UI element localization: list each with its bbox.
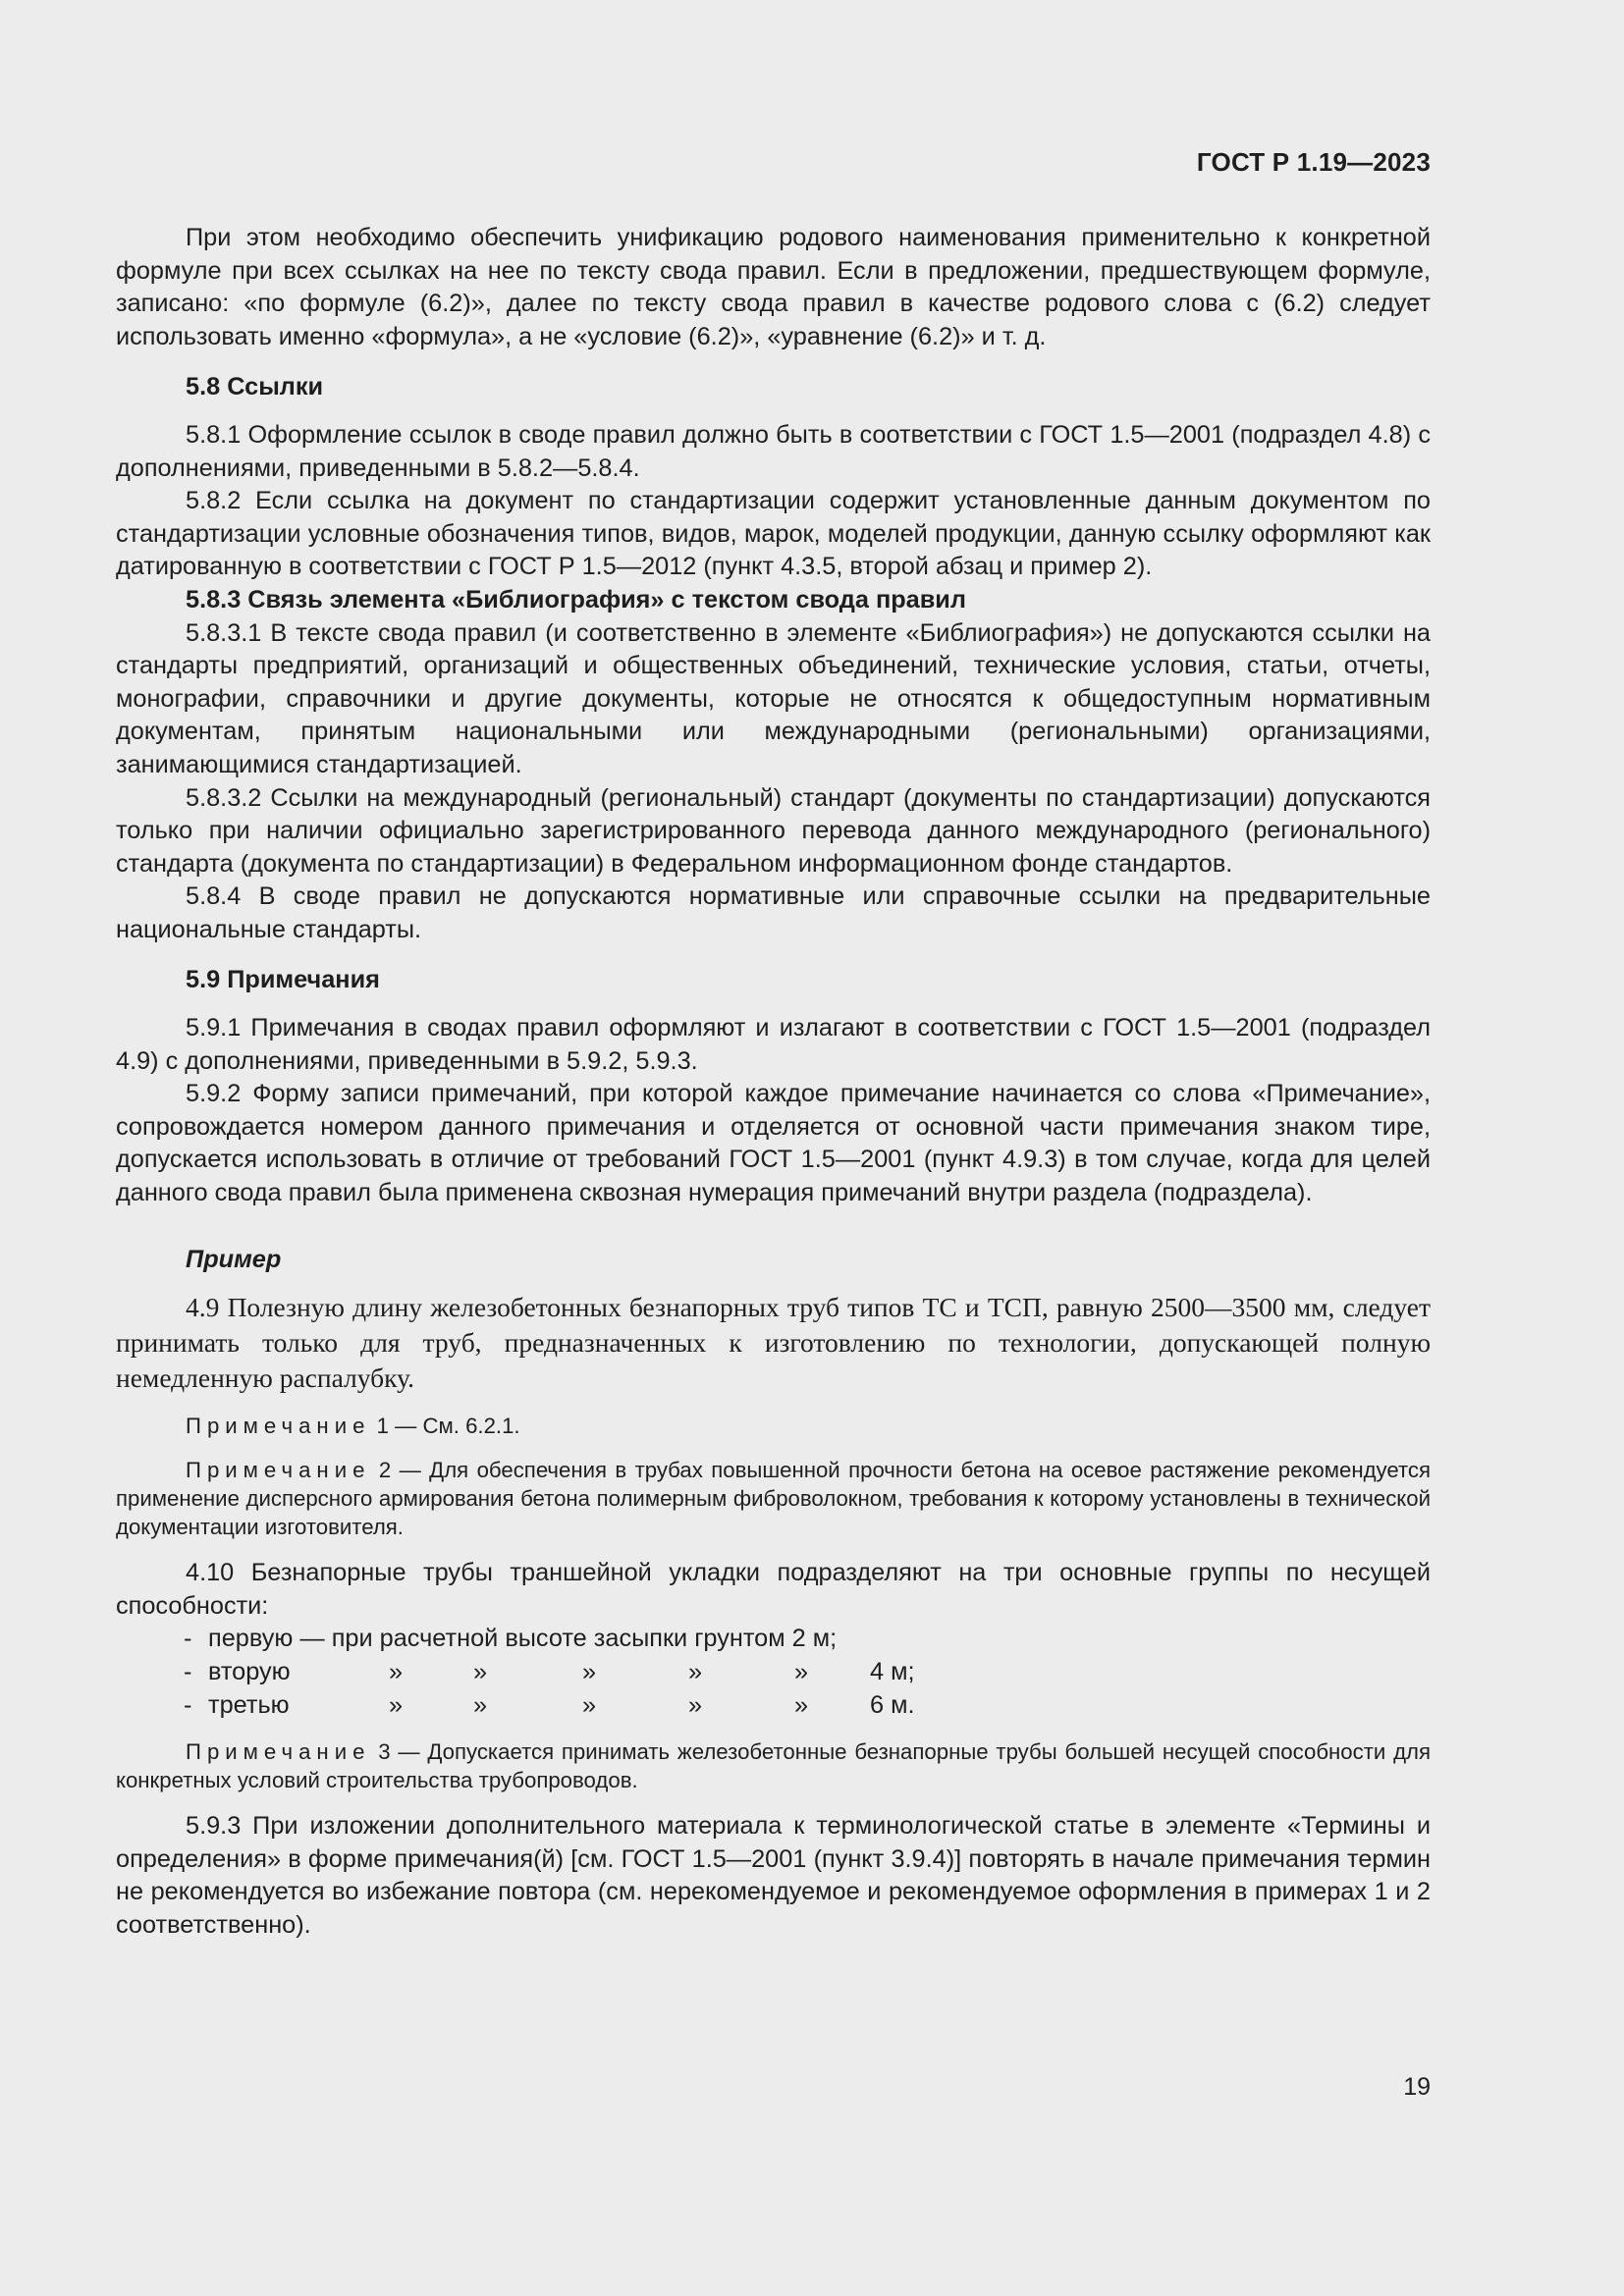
section-heading-5-8: 5.8 Ссылки bbox=[186, 373, 324, 401]
page-body bbox=[116, 222, 1431, 1943]
note-label: Примечание bbox=[186, 1458, 371, 1483]
note-label: Примечание bbox=[186, 1414, 371, 1439]
note-3-text: 3 — Допускается принимать железобетонные безнапорные трубы большей несущей способности для конкретных условий строительства трубопроводов. bbox=[116, 1739, 1431, 1793]
document-header-id: ГОСТ Р 1.19—2023 bbox=[1196, 147, 1431, 177]
paragraph-5-8-3-1: 5.8.3.1 В тексте свода правил (и соответственно в элементе «Библиография») не допускаются ссылки на стандарты предприятий, организаций и общественных объединений, технические условия, статьи, отчеты, монографии, справочники и другие документы, которые не относятся к общедоступным нормативным документам, принятым национальными или международными (региональными) организациями, занимающимися стандартизацией. bbox=[116, 618, 1431, 778]
section-heading-5-9: 5.9 Примечания bbox=[186, 966, 380, 994]
example-clause-4-10: 4.10 Безнапорные трубы траншейной укладки подразделяют на три основные группы по несущей способности: bbox=[116, 1559, 1431, 1620]
paragraph-5-9-2: 5.9.2 Форму записи примечаний, при которой каждое примечание начинается со слова «Примечание», сопровождается номером данного примечания и отделяется от основной части примечания знаком тире, допускается использовать в отличие от требований ГОСТ 1.5—2001 (пункт 4.9.3) в том случае, когда для целей данного свода правил была применена сквозная нумерация примечаний внутри раздела (подраздела). bbox=[116, 1080, 1431, 1207]
paragraph-formula-naming: При этом необходимо обеспечить унификацию родового наименования применительно к конкретной формуле при всех ссылках на нее по тексту свода правил. Если в предложении, предшествующем формуле, записано: «по формуле (6.2)», далее по тексту свода правил в качестве родового слова с (6.2) следует использовать именно «формула», а не «условие (6.2)», «уравнение (6.2)» и т. д. bbox=[116, 224, 1431, 350]
note-2-text: 2 — Для обеспечения в трубах повышенной прочности бетона на осевое растяжение рекомендуется применение дисперсного армирования бетона полимерным фиброволокном, требования к которому установлены в технической документации изготовителя. bbox=[116, 1458, 1431, 1540]
paragraph-5-8-1: 5.8.1 Оформление ссылок в своде правил должно быть в соответствии с ГОСТ 1.5—2001 (подраздел 4.8) с дополнениями, приведенными в 5.8.2—5.8.4. bbox=[116, 420, 1431, 482]
list-item: - третью » » » » » 6 м. bbox=[184, 1690, 915, 1719]
paragraph-5-9-3: 5.9.3 При изложении дополнительного материала к терминологической статье в элементе «Термины и определения» в форме примечания(й) [см. ГОСТ 1.5—2001 (пункт 3.9.4)] повторять в начале примечания термин не рекомендуется во избежание повтора (см. нерекомендуемое и рекомендуемое оформления в примерах 1 и 2 соответственно). bbox=[116, 1812, 1431, 1939]
list-item: - вторую » » » » » 4 м; bbox=[184, 1658, 915, 1685]
example-note-2 bbox=[116, 1456, 1431, 1541]
subsection-heading-5-8-3: 5.8.3 Связь элемента «Библиография» с текстом свода правил bbox=[186, 585, 966, 614]
page-number: 19 bbox=[1403, 2073, 1431, 2101]
note-1-text: 1 — См. 6.2.1. bbox=[370, 1414, 520, 1439]
example-title: Пример bbox=[186, 1245, 282, 1273]
paragraph-5-9-1: 5.9.1 Примечания в сводах правил оформляют и излагают в соответствии с ГОСТ 1.5—2001 (подраздел 4.9) с дополнениями, приведенными в 5.9.2, 5.9.3. bbox=[116, 1014, 1431, 1075]
load-group-list bbox=[116, 1623, 1431, 1722]
paragraph-5-8-2: 5.8.2 Если ссылка на документ по стандартизации содержит установленные данным документом по стандартизации условные обозначения типов, видов, марок, моделей продукции, данную ссылку оформляют как датированную в соответствии с ГОСТ Р 1.5—2012 (пункт 4.3.5, второй абзац и пример 2). bbox=[116, 487, 1431, 581]
paragraph-5-8-3-2: 5.8.3.2 Ссылки на международный (региональный) стандарт (документы по стандартизации) допускаются только при наличии официально зарегистрированного перевода данного международного (регионального) стандарта (документа по стандартизации) в Федеральном информационном фонде стандартов. bbox=[116, 783, 1431, 878]
list-item: - первую — при расчетной высоте засыпки грунтом 2 м; bbox=[184, 1625, 838, 1653]
paragraph-5-8-4: 5.8.4 В своде правил не допускаются нормативные или справочные ссылки на предварительные национальные стандарты. bbox=[116, 882, 1431, 943]
example-note-3 bbox=[116, 1737, 1431, 1794]
example-clause-4-9: 4.9 Полезную длину железобетонных безнапорных труб типов ТС и ТСП, равную 2500—3500 мм, следует принимать только для труб, предназначенных к изготовлению по технологии, допускающей полную немедленную распалубку. bbox=[116, 1292, 1431, 1394]
note-label: Примечание bbox=[186, 1739, 371, 1765]
example-note-1 bbox=[116, 1412, 1431, 1440]
